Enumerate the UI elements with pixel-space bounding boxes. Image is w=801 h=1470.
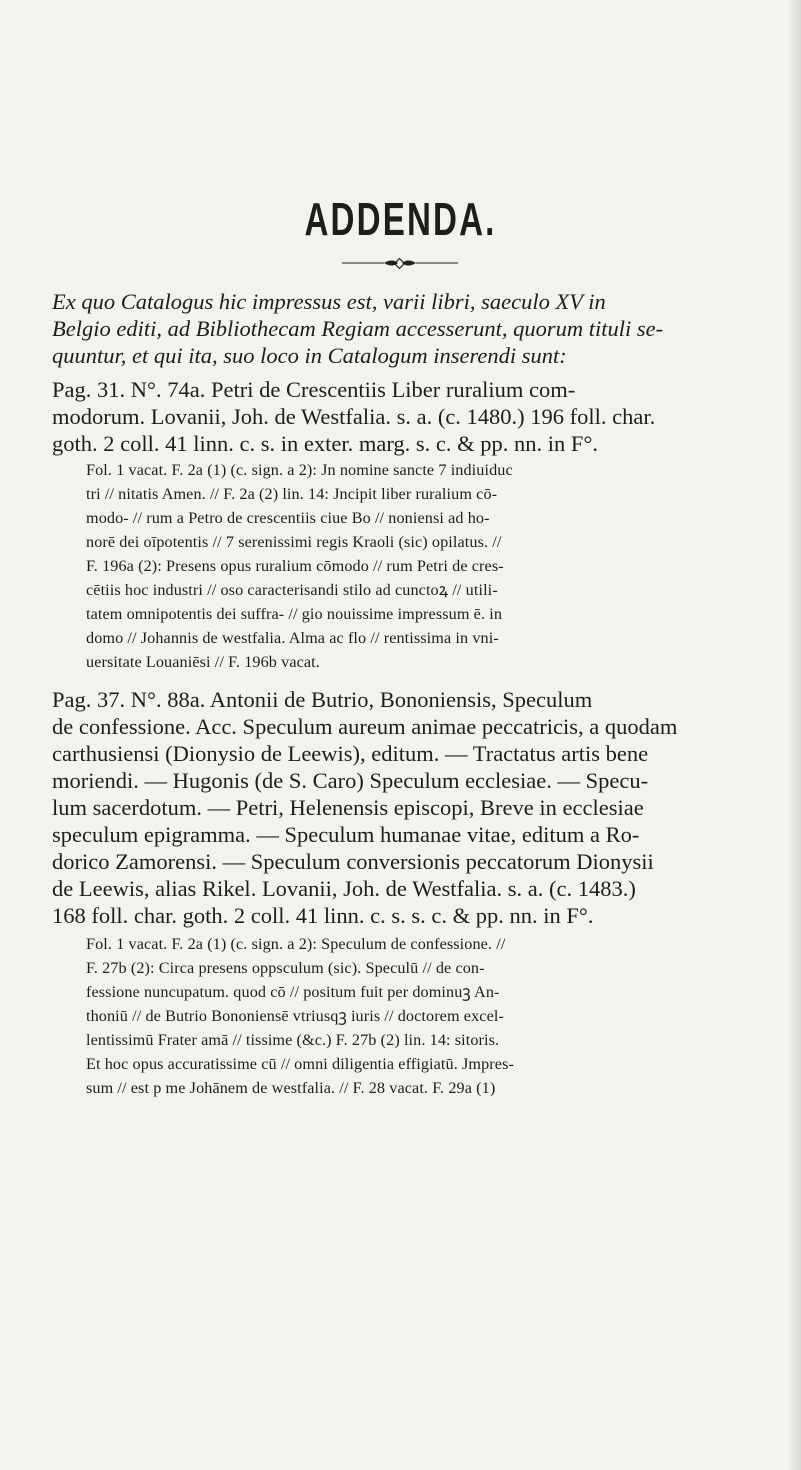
intro-paragraph — [52, 288, 792, 369]
entry-body-line: modo- // rum a Petro de crescentiis ciue Bo // noniensi ad ho- — [86, 509, 490, 527]
entry-2-heading — [52, 686, 792, 929]
entry-heading-line: Pag. 31. N°. 74a. Petri de Crescentiis Liber ruralium com- — [52, 377, 576, 402]
entry-heading-line: Pag. 37. N°. 88a. Antonii de Butrio, Bononiensis, Speculum — [52, 687, 593, 712]
entry-body-line: sum // est p me Johānem de westfalia. // F. 28 vacat. F. 29a (1) — [86, 1079, 496, 1097]
entry-heading-line: dorico Zamorensi. — Speculum conversionis peccatorum Dionysii — [52, 849, 654, 874]
page-title: ADDENDA. — [304, 193, 497, 245]
entry-body-line: cētiis hoc industri // oso caracterisandi stilo ad cunctoꝝ // utili- — [86, 581, 498, 599]
entry-body-line: domo // Johannis de westfalia. Alma ac flo // rentissima in vni- — [86, 629, 499, 647]
entry-body-line: tri // nitatis Amen. // F. 2a (2) lin. 14: Jncipit liber ruralium cō- — [86, 485, 498, 503]
entry-2-body — [86, 932, 792, 1100]
entry-body-line: Fol. 1 vacat. F. 2a (1) (c. sign. a 2): Speculum de confessione. // — [86, 935, 506, 953]
ornament-divider — [340, 256, 460, 270]
entry-heading-line: de confessione. Acc. Speculum aureum animae peccatricis, a quodam — [52, 714, 678, 739]
entry-body-line: lentissimū Frater amā // tissime (&c.) F. 27b (2) lin. 14: sitoris. — [86, 1031, 500, 1049]
entry-heading-line: speculum epigramma. — Speculum humanae vitae, editum a Ro- — [52, 822, 640, 847]
entry-1-body — [86, 458, 792, 674]
entry-heading-line: carthusiensi (Dionysio de Leewis), editum. — Tractatus artis bene — [52, 741, 649, 766]
entry-body-line: fessione nuncupatum. quod cō // positum fuit per dominuꝫ An- — [86, 983, 500, 1001]
entry-heading-line: moriendi. — Hugonis (de S. Caro) Speculum ecclesiae. — Specu- — [52, 768, 649, 793]
entry-1-heading — [52, 376, 792, 457]
entry-heading-line: 168 foll. char. goth. 2 coll. 41 linn. c. s. s. c. & pp. nn. in F°. — [52, 903, 594, 928]
entry-body-line: Fol. 1 vacat. F. 2a (1) (c. sign. a 2): Jn nomine sancte 7 indiuiduc — [86, 461, 513, 479]
entry-body-line: uersitate Louaniēsi // F. 196b vacat. — [86, 653, 320, 671]
entry-heading-line: modorum. Lovanii, Joh. de Westfalia. s. a. (c. 1480.) 196 foll. char. — [52, 404, 656, 429]
entry-body-line: Et hoc opus accuratissime cū // omni diligentia effigiatū. Jmpres- — [86, 1055, 514, 1073]
entry-heading-line: goth. 2 coll. 41 linn. c. s. in exter. marg. s. c. & pp. nn. in F°. — [52, 431, 599, 456]
intro-line: Ex quo Catalogus hic impressus est, varii libri, saeculo XV in — [52, 289, 606, 314]
entry-body-line: F. 196a (2): Presens opus ruralium cōmodo // rum Petri de cres- — [86, 557, 504, 575]
entry-body-line: thoniū // de Butrio Bononiensē vtriusqꝫ iuris // doctorem excel- — [86, 1007, 504, 1025]
intro-line: quuntur, et qui ita, suo loco in Catalogum inserendi sunt: — [52, 343, 567, 368]
entry-body-line: norē dei oīpotentis // 7 serenissimi regis Kraoli (sic) opilatus. // — [86, 533, 502, 551]
entry-heading-line: de Leewis, alias Rikel. Lovanii, Joh. de Westfalia. s. a. (c. 1483.) — [52, 876, 636, 901]
entry-body-line: F. 27b (2): Circa presens oppsculum (sic). Speculū // de con- — [86, 959, 485, 977]
intro-line: Belgio editi, ad Bibliothecam Regiam accesserunt, quorum tituli se- — [52, 316, 664, 341]
entry-heading-line: lum sacerdotum. — Petri, Helenensis episcopi, Breve in ecclesiae — [52, 795, 644, 820]
entry-body-line: tatem omnipotentis dei suffra- // gio nouissime impressum ē. in — [86, 605, 503, 623]
